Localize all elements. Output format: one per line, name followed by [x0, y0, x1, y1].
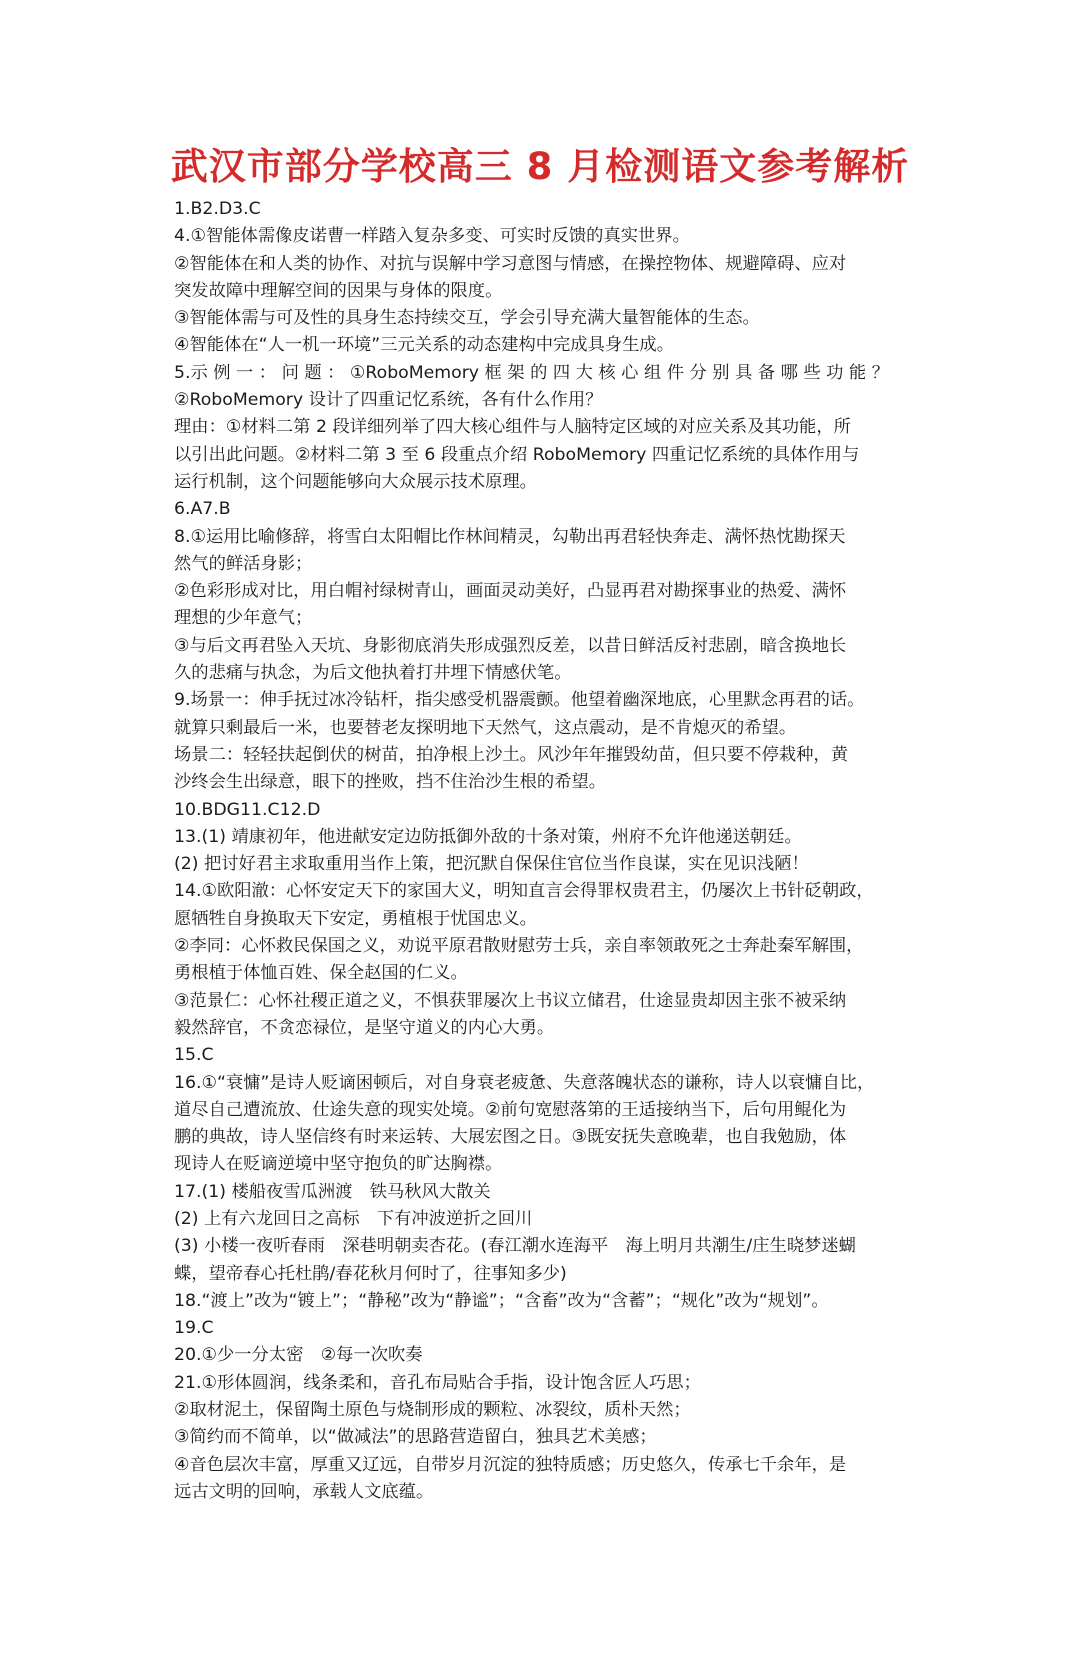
text-line: 然气的鲜活身影； — [174, 553, 313, 574]
text-line: ④音色层次丰富，厚重又辽远，自带岁月沉淀的独特质感；历史悠久，传承七千余年，是 — [174, 1454, 847, 1475]
text-line: 理由：①材料二第 2 段详细列举了四大核心组件与人脑特定区域的对应关系及其功能，所 — [174, 417, 851, 438]
text-line: ②取材泥土，保留陶土原色与烧制形成的颗粒、冰裂纹，质朴天然； — [174, 1400, 691, 1421]
text-line: 6.A7.B — [174, 499, 231, 520]
text-line: 8.①运用比喻修辞，将雪白太阳帽比作林间精灵，勾勒出再君轻快奔走、满怀热忱勘探天 — [174, 526, 846, 547]
text-line: ③简约而不简单，以“做减法”的思路营造留白，独具艺术美感； — [174, 1427, 657, 1448]
text-line: ②RoboMemory 设计了四重记忆系统，各有什么作用？ — [174, 390, 603, 411]
text-line: (2) 上有六龙回日之高标 下有冲波逆折之回川 — [174, 1208, 533, 1229]
text-line: ②智能体在和人类的协作、对抗与误解中学习意图与情感，在操控物体、规避障碍、应对 — [174, 253, 847, 274]
text-line: 道尽自己遭流放、仕途失意的现实处境。②前句宽慰落第的王适接纳当下，后句用鲲化为 — [174, 1099, 847, 1120]
text-line: ③智能体需与可及性的具身生态持续交互，学会引导充满大量智能体的生态。 — [174, 308, 760, 329]
text-line: 9.场景一：伸手抚过冰冷钻杆，指尖感受机器震颤。他望着幽深地底，心里默念再君的话。 — [174, 690, 865, 711]
text-line: ③与后文再君坠入天坑、身影彻底消失形成强烈反差，以昔日鲜活反衬悲剧，暗含换地长 — [174, 635, 847, 656]
text-line: 毅然辞官，不贪恋禄位，是坚守道义的内心大勇。 — [174, 1017, 555, 1038]
text-line: 现诗人在贬谪逆境中坚守抱负的旷达胸襟。 — [174, 1154, 503, 1175]
text-line: 鹏的典故，诗人坚信终有时来运转、大展宏图之日。③既安抚失意晚辈，也自我勉励，体 — [174, 1127, 847, 1148]
text-line: 10.BDG11.C12.D — [174, 799, 321, 820]
text-line: 14.①欧阳澈：心怀安定天下的家国大义，明知直言会得罪权贵君主，仍屡次上书针砭朝政， — [174, 881, 874, 902]
text-line: 勇根植于体恤百姓、保全赵国的仁义。 — [174, 963, 468, 984]
text-line: 16.①“衰慵”是诗人贬谪困顿后，对自身衰老疲惫、失意落魄状态的谦称，诗人以衰慵自比， — [174, 1072, 875, 1093]
text-line: 场景二：轻轻扶起倒伏的树苗，拍净根上沙土。风沙年年摧毁幼苗，但只要不停栽种，黄 — [174, 744, 848, 765]
text-line: 13.(1) 靖康初年，他进献安定边防抵御外敌的十条对策，州府不允许他递送朝廷。 — [174, 826, 802, 847]
text-line: 20.①少一分太密 ②每一次吹奏 — [174, 1345, 423, 1366]
text-line: ②色彩形成对比，用白帽衬绿树青山，画面灵动美好，凸显再君对勘探事业的热爱、满怀 — [174, 581, 847, 602]
text-line: 愿牺牲自身换取天下安定，勇植根于忧国忠义。 — [174, 908, 537, 929]
text-line: 19.C — [174, 1318, 214, 1339]
text-line: 4.①智能体需像皮诺曹一样踏入复杂多变、可实时反馈的真实世界。 — [174, 226, 690, 247]
text-line: 15.C — [174, 1045, 214, 1066]
text-line: 远古文明的回响，承载人文底蕴。 — [174, 1481, 434, 1502]
text-line: 以引出此问题。②材料二第 3 至 6 段重点介绍 RoboMemory 四重记忆系统的具体作用与 — [174, 444, 860, 465]
text-line: 理想的少年意气； — [174, 608, 313, 629]
text-line: 5.示 例 一 ： 问 题 ： ①RoboMemory 框 架 的 四 大 核 心 组 件 分 别 具 备 哪 些 功 能 ？ — [174, 362, 889, 383]
text-line: 18.“渡上”改为“镀上”；“静秘”改为“静谧”；“含畜”改为“含蓄”；“规化”改为“规划”。 — [174, 1290, 829, 1311]
text-line: 运行机制，这个问题能够向大众展示技术原理。 — [174, 471, 537, 492]
document-title: 武汉市部分学校高三 8 月检测语文参考解析 — [170, 145, 910, 188]
answer-body — [174, 196, 914, 1506]
text-line: 久的悲痛与执念，为后文他执着打井埋下情感伏笔。 — [174, 663, 572, 684]
text-line: 突发故障中理解空间的因果与身体的限度。 — [174, 280, 503, 301]
text-line: ③范景仁：心怀社稷正道之义，不惧获罪屡次上书议立储君，仕途显贵却因主张不被采纳 — [174, 990, 847, 1011]
text-line: 21.①形体圆润，线条柔和，音孔布局贴合手指，设计饱含匠人巧思； — [174, 1372, 701, 1393]
text-line: ②李同：心怀救民保国之义，劝说平原君散财慰劳士兵，亲自率领敢死之士奔赴秦军解围， — [174, 936, 864, 957]
text-line: 1.B2.D3.C — [174, 199, 261, 219]
text-line: (2) 把讨好君主求取重用当作上策，把沉默自保保住官位当作良谋，实在见识浅陋！ — [174, 854, 809, 875]
text-line: 17.(1) 楼船夜雪瓜洲渡 铁马秋风大散关 — [174, 1181, 491, 1202]
text-line: ④智能体在“人一机一环境”三元关系的动态建构中完成具身生成。 — [174, 335, 674, 356]
text-line: (3) 小楼一夜听春雨 深巷明朝卖杏花。(春江潮水连海平 海上明月共潮生/庄生晓梦迷蝴 — [174, 1236, 856, 1257]
text-line: 沙终会生出绿意，眼下的挫败，挡不住治沙生根的希望。 — [174, 772, 607, 793]
text-line: 蝶，望帝春心托杜鹃/春花秋月何时了，往事知多少) — [174, 1263, 567, 1284]
text-line: 就算只剩最后一米，也要替老友探明地下天然气，这点震动，是不肯熄灭的希望。 — [174, 717, 797, 738]
